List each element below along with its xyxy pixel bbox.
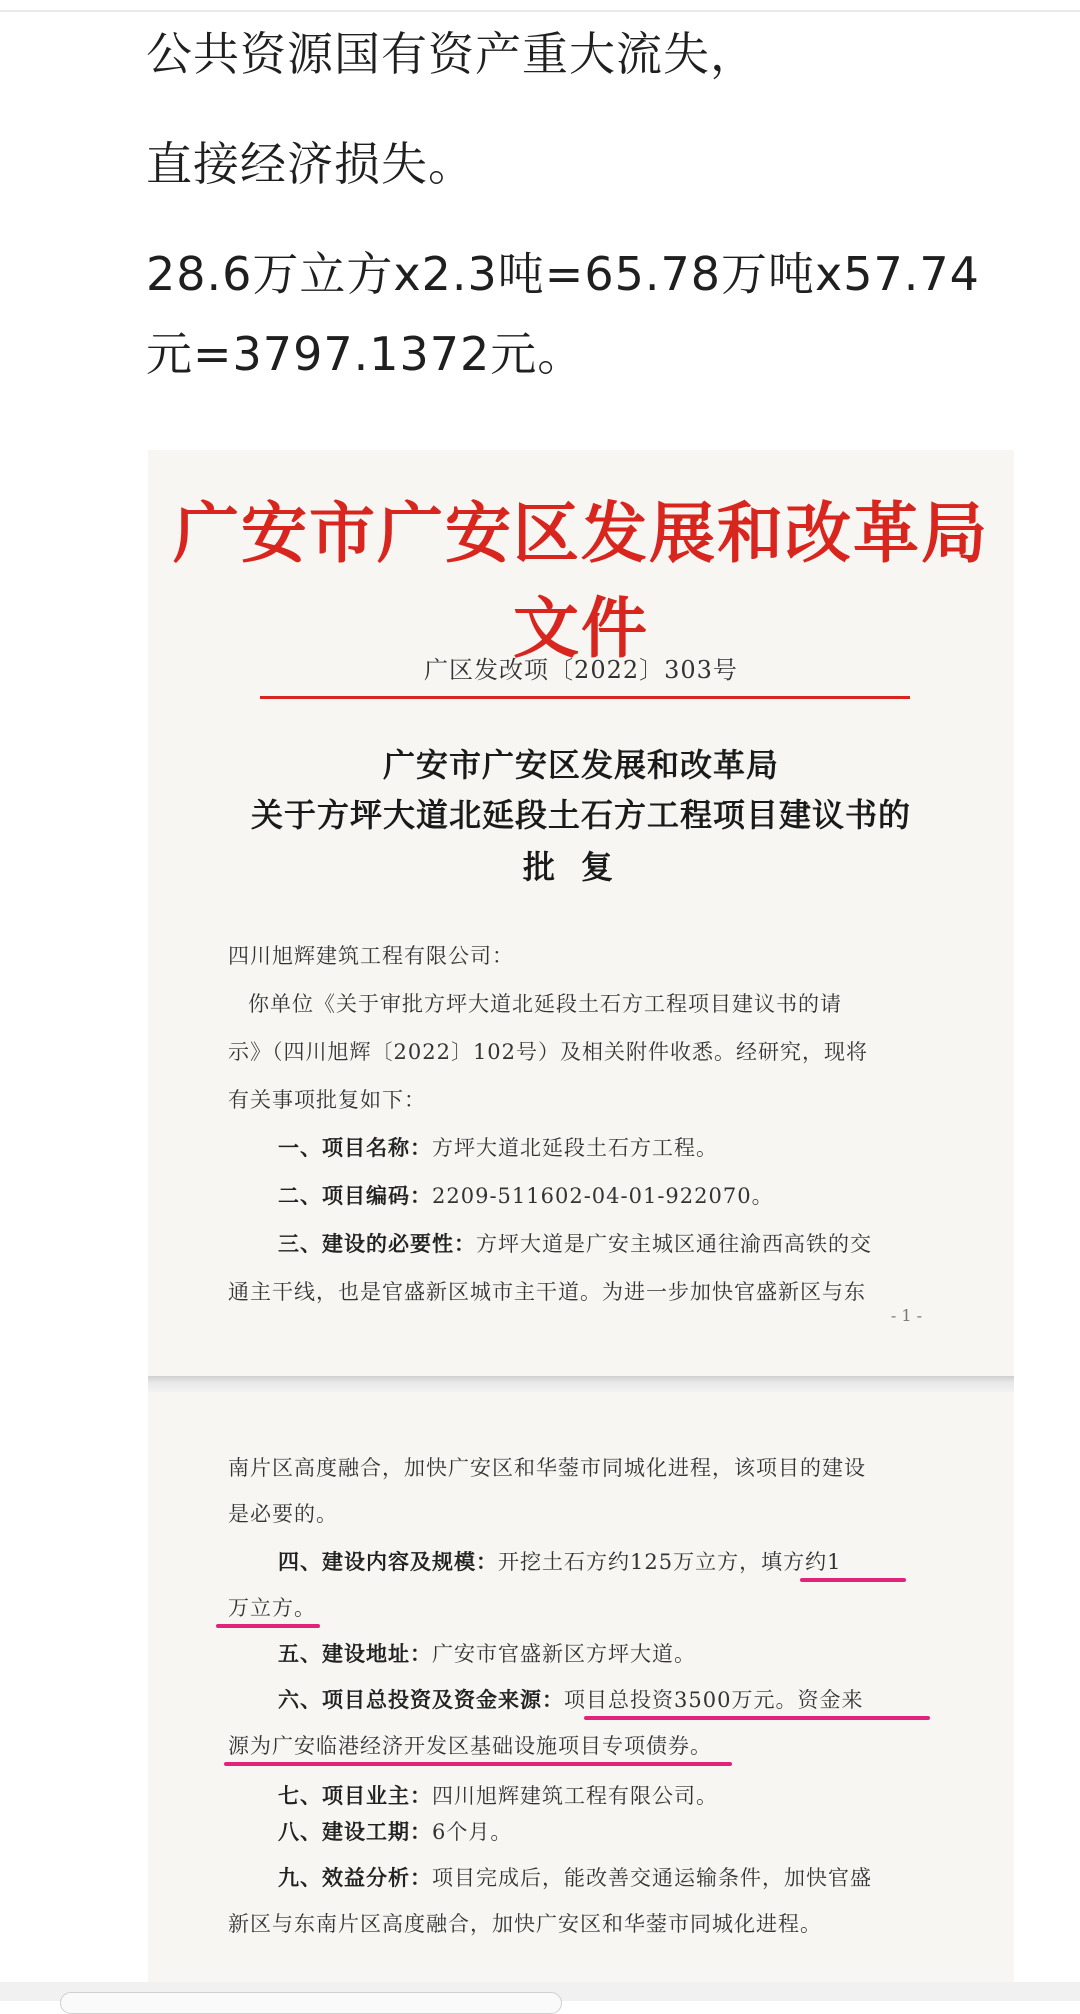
document-heading: 广安市广安区发展和改革局 bbox=[382, 746, 779, 784]
document-photo[interactable] bbox=[148, 450, 1014, 1982]
item-text: 开挖土石方约125万立方，填方约1 bbox=[498, 1550, 842, 1574]
item-label: 五、建设地址： bbox=[278, 1641, 432, 1666]
body-line: 有关事项批复如下： bbox=[228, 1088, 426, 1112]
document-title: 广安市广安区发展和改革局文件 bbox=[173, 494, 989, 667]
item-text: 2209-511602-04-01-922070。 bbox=[432, 1184, 774, 1208]
item-address bbox=[278, 1638, 1014, 1668]
item-text: 项目完成后，能改善交通运输条件，加快官盛 bbox=[432, 1866, 872, 1890]
highlight-underline bbox=[584, 1716, 930, 1720]
comment-input[interactable] bbox=[60, 1992, 562, 2014]
item-necessity bbox=[278, 1228, 1014, 1258]
highlight-underline bbox=[216, 1624, 320, 1628]
item-text: 广安市官盛新区方坪大道。 bbox=[432, 1642, 696, 1666]
highlight-underline bbox=[224, 1762, 732, 1766]
body-line: 源为广安临港经济开发区基础设施项目专项债券。 bbox=[228, 1734, 712, 1758]
document-heading: 批复 bbox=[522, 848, 639, 886]
highlight-underline bbox=[800, 1578, 906, 1582]
item-label: 七、项目业主： bbox=[278, 1783, 432, 1808]
item-text: 四川旭辉建筑工程有限公司。 bbox=[432, 1784, 718, 1808]
item-project-name bbox=[278, 1132, 1014, 1162]
document-page-1 bbox=[148, 450, 1014, 1376]
item-owner bbox=[278, 1780, 1014, 1810]
article-paragraph: 直接经济损失。 bbox=[146, 137, 475, 191]
item-text: 方坪大道是广安主城区通往渝西高铁的交 bbox=[476, 1232, 872, 1256]
item-label: 九、效益分析： bbox=[278, 1865, 432, 1890]
top-divider bbox=[0, 10, 1080, 12]
item-scale bbox=[278, 1546, 1014, 1576]
body-line: 示》（四川旭辉〔2022〕102号）及相关附件收悉。经研究，现将 bbox=[228, 1040, 869, 1064]
body-line: 通主干线，也是官盛新区城市主干道。为进一步加快官盛新区与东 bbox=[228, 1280, 866, 1304]
item-investment bbox=[278, 1684, 1014, 1714]
item-duration bbox=[278, 1816, 1014, 1846]
item-text: 项目总投资3500万元。资金来 bbox=[564, 1688, 864, 1712]
body-line: 南片区高度融合，加快广安区和华蓥市同城化进程，该项目的建设 bbox=[228, 1456, 866, 1480]
item-benefit bbox=[278, 1862, 1014, 1892]
article-paragraph: 元=3797.1372元。 bbox=[146, 327, 585, 381]
item-project-code bbox=[278, 1180, 1014, 1210]
document-heading: 关于方坪大道北延段土石方工程项目建议书的 bbox=[250, 796, 911, 834]
addressee: 四川旭辉建筑工程有限公司： bbox=[228, 944, 514, 968]
item-label: 八、建设工期： bbox=[278, 1819, 432, 1844]
body-line: 是必要的。 bbox=[228, 1502, 338, 1526]
document-number: 广区发改项〔2022〕303号 bbox=[424, 656, 738, 684]
article-text bbox=[146, 14, 1006, 424]
body-line: 新区与东南片区高度融合，加快广安区和华蓥市同城化进程。 bbox=[228, 1912, 822, 1936]
item-text: 6个月。 bbox=[432, 1820, 513, 1844]
item-text: 方坪大道北延段土石方工程。 bbox=[432, 1136, 718, 1160]
red-divider bbox=[260, 696, 910, 699]
page-number: - 1 - bbox=[890, 1306, 922, 1325]
article-paragraph: 28.6万立方x2.3吨=65.78万吨x57.74 bbox=[146, 247, 980, 301]
body-line: 你单位《关于审批方坪大道北延段土石方工程项目建议书的请 bbox=[248, 992, 842, 1016]
item-label: 四、建设内容及规模： bbox=[278, 1549, 498, 1574]
item-label: 二、项目编码： bbox=[278, 1183, 432, 1208]
page-separator bbox=[148, 1376, 1014, 1392]
item-label: 三、建设的必要性： bbox=[278, 1231, 476, 1256]
article-paragraph: 公共资源国有资产重大流失， bbox=[146, 27, 757, 81]
item-label: 一、项目名称： bbox=[278, 1135, 432, 1160]
document-page-2 bbox=[148, 1392, 1014, 1982]
item-label: 六、项目总投资及资金来源： bbox=[278, 1687, 564, 1712]
body-line: 万立方。 bbox=[228, 1596, 316, 1620]
